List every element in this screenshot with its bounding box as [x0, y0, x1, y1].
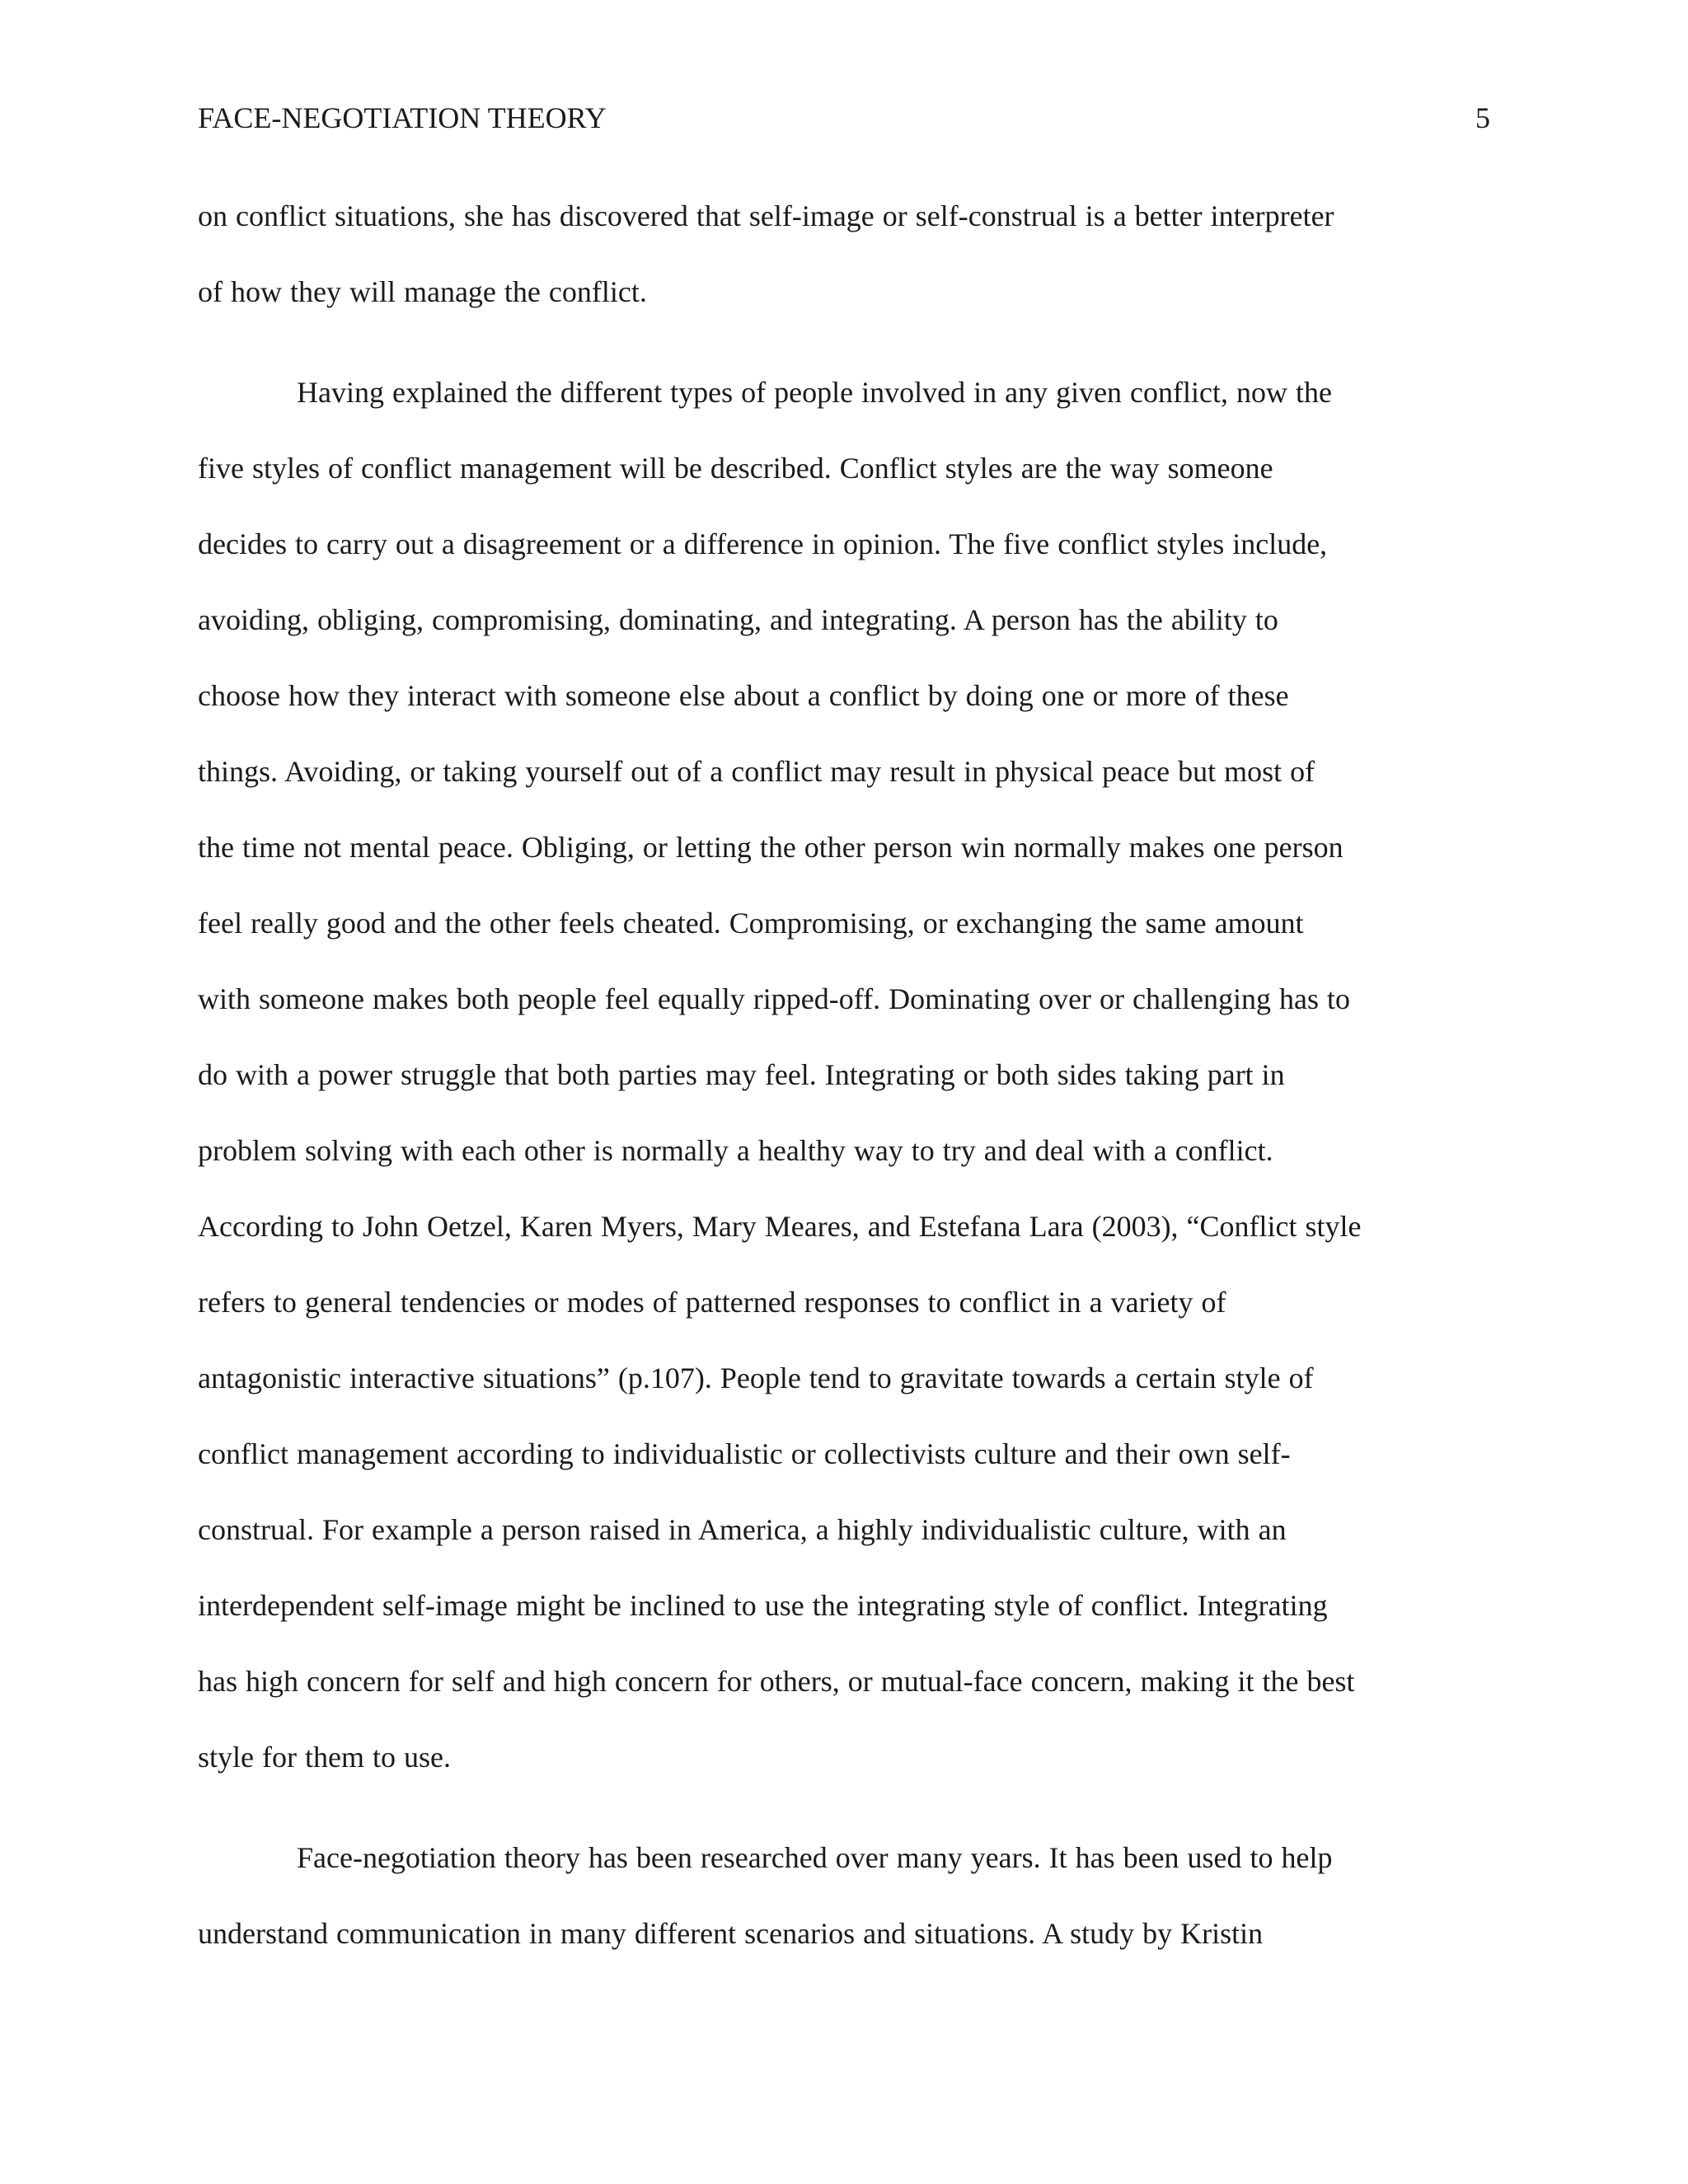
- text-line: According to John Oetzel, Karen Myers, Mary Meares, and Estefana Lara (2003), “Conflict style: [198, 1210, 1362, 1243]
- text-line: conflict management according to individualistic or collectivists culture and their own self-: [198, 1437, 1291, 1470]
- text-line: avoiding, obliging, compromising, dominating, and integrating. A person has the ability to: [198, 603, 1278, 636]
- text-line: feel really good and the other feels cheated. Compromising, or exchanging the same amount: [198, 907, 1304, 940]
- text-line: things. Avoiding, or taking yourself out of a conflict may result in physical peace but most of: [198, 755, 1315, 788]
- text-line: on conflict situations, she has discovered that self-image or self-construal is a better interpreter: [198, 199, 1334, 232]
- text-line: choose how they interact with someone else about a conflict by doing one or more of these: [198, 679, 1289, 712]
- running-head-title: FACE-NEGOTIATION THEORY: [198, 101, 607, 134]
- text-line: construal. For example a person raised in America, a highly individualistic culture, with an: [198, 1513, 1287, 1546]
- text-line: do with a power struggle that both parties may feel. Integrating or both sides taking part in: [198, 1058, 1285, 1091]
- text-line: five styles of conflict management will be described. Conflict styles are the way someone: [198, 452, 1273, 485]
- paragraph-first-line: Having explained the different types of people involved in any given conflict, now the: [297, 376, 1332, 409]
- text-line: has high concern for self and high concern for others, or mutual-face concern, making it the best: [198, 1665, 1355, 1698]
- text-line: antagonistic interactive situations” (p.107). People tend to gravitate towards a certain style of: [198, 1361, 1314, 1394]
- text-line: understand communication in many different scenarios and situations. A study by Kristin: [198, 1917, 1264, 1950]
- page-number: 5: [1475, 101, 1490, 134]
- text-line: problem solving with each other is normally a healthy way to try and deal with a conflict.: [198, 1134, 1273, 1167]
- text-line: refers to general tendencies or modes of patterned responses to conflict in a variety of: [198, 1286, 1226, 1319]
- text-line: with someone makes both people feel equally ripped-off. Dominating over or challenging has to: [198, 982, 1350, 1015]
- running-head: [198, 97, 1490, 138]
- text-line: of how they will manage the conflict.: [198, 275, 647, 308]
- text-line: the time not mental peace. Obliging, or letting the other person win normally makes one person: [198, 831, 1343, 864]
- paragraph-first-line: Face-negotiation theory has been researched over many years. It has been used to help: [297, 1841, 1333, 1874]
- text-line: decides to carry out a disagreement or a difference in opinion. The five conflict styles include,: [198, 527, 1328, 560]
- text-line: style for them to use.: [198, 1741, 451, 1774]
- text-line: interdependent self-image might be inclined to use the integrating style of conflict. Integrating: [198, 1589, 1328, 1622]
